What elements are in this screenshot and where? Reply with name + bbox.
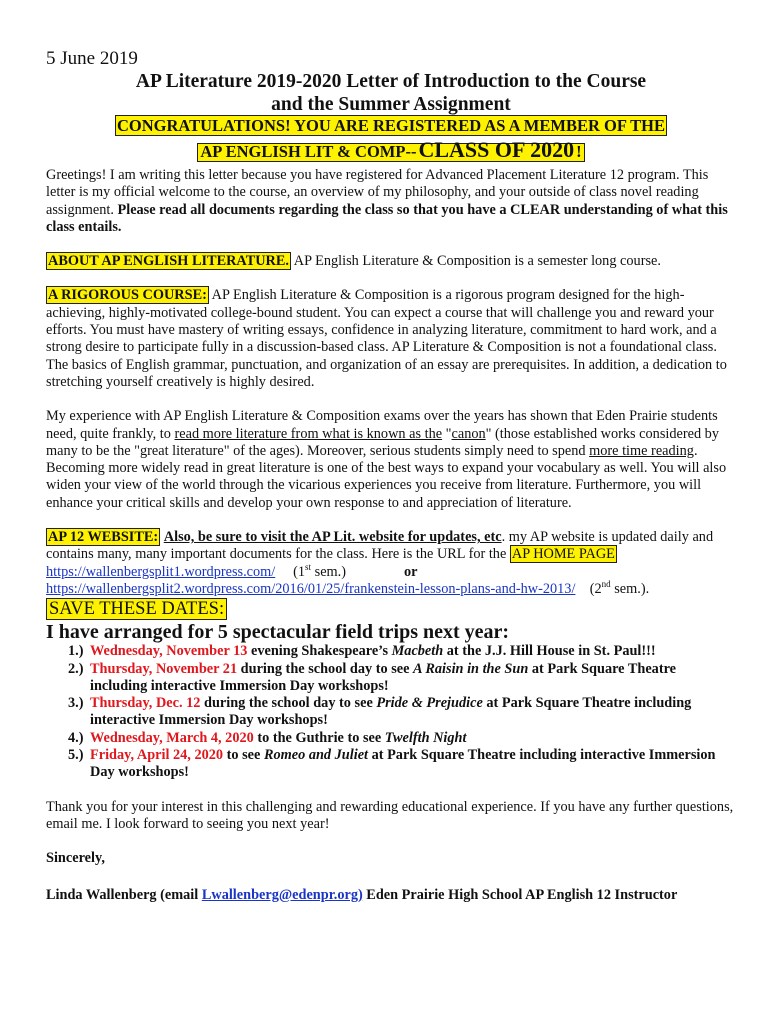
save-dates-label: SAVE THESE DATES:	[46, 598, 227, 620]
sem1-prefix: (1	[275, 563, 306, 580]
field-trip-item	[46, 643, 736, 660]
trip-number: 1.)	[68, 643, 84, 660]
sincerely-text: Sincerely,	[46, 850, 105, 867]
trip-venue: at the J.J. Hill House in St. Paul!!!	[443, 643, 656, 660]
experience-text-3: " (those established works considered by many to be the "great literature" of the ages). Moreover, serious students simply need to spend	[46, 425, 719, 459]
class-of-banner	[46, 139, 736, 164]
sem2-sup: nd	[601, 579, 611, 590]
experience-paragraph	[46, 408, 736, 512]
title-line-2: and the Summer Assignment	[271, 94, 511, 115]
more-time-reading-underlined: more time reading	[589, 442, 694, 459]
title-line-1: AP Literature 2019-2020 Letter of Introduction to the Course	[135, 71, 647, 92]
trip-number: 5.)	[68, 747, 84, 764]
closing-paragraph: Thank you for your interest in this challenging and rewarding educational experience. If you have any further questions, email me. I look forward to seeing you next year!	[46, 798, 734, 832]
or-text: or	[404, 563, 418, 580]
trip-venue: at Park Square Theatre including interactive Immersion Day workshops!	[90, 660, 677, 694]
ap-home-page-label: AP HOME PAGE	[511, 546, 615, 563]
trip-play-title: Romeo and Juliet	[263, 747, 369, 764]
greeting-text: Greetings! I am writing this letter because you have registered for Advanced Placement Literature 12 program. This letter is my official welcome to the course, an overview of my philosophy, and your outside of class novel reading assignment.	[46, 167, 709, 218]
field-trips-heading: I have arranged for 5 spectacular field trips next year:	[46, 621, 510, 644]
rigorous-label: A RIGOROUS COURSE:	[48, 287, 207, 304]
field-trip-item	[46, 730, 736, 747]
about-text: AP English Literature & Composition is a semester long course.	[291, 253, 661, 270]
signature-name: Linda Wallenberg (email	[46, 886, 202, 903]
field-trip-item	[46, 661, 736, 696]
banner-end: !	[576, 142, 582, 161]
rigorous-paragraph	[46, 287, 736, 391]
trip-number: 3.)	[68, 695, 84, 712]
signature-title: Eden Prairie High School AP English 12 Instructor	[362, 886, 678, 903]
rigorous-text: AP English Literature & Composition is a rigorous program designed for the high-achieving, highly-motivated college-bound student. You can expect a course that will challenge you and reward your efforts. You must have mastery of writing essays, confidence in analyzing literature, commitment to hard work, and a strong desire to participate fully in a discussion-based class. AP Literature & Composition is not a foundational class. The basics of English grammar, punctuation, and organization of an essay are prerequisites. In addition, a dedication to stretching yourself creatively is highly desired.	[46, 287, 727, 390]
canon-underlined: canon	[451, 425, 486, 442]
trip-text: to the Guthrie to see	[253, 729, 385, 746]
trip-play-title: Pride & Prejudice	[376, 695, 483, 712]
trip-number: 2.)	[68, 660, 84, 677]
trip-venue: at Park Square Theatre including interactive Immersion Day workshops!	[90, 695, 692, 729]
trip-text: to see	[223, 747, 264, 764]
field-trip-item	[46, 747, 736, 782]
experience-text-2: "	[442, 425, 452, 442]
semester-1-link[interactable]: https://wallenbergsplit1.wordpress.com/	[46, 563, 276, 580]
trip-date: Thursday, November 21	[90, 660, 238, 677]
greeting-paragraph	[46, 167, 736, 236]
letter-page	[46, 48, 736, 904]
sem2-prefix: (2	[575, 580, 602, 597]
field-trip-item	[46, 695, 736, 730]
congratulations-banner	[46, 116, 736, 136]
read-more-underlined: read more literature from what is known as the	[174, 425, 443, 442]
trip-play-title: Twelfth Night	[384, 729, 467, 746]
website-bold-note: Also, be sure to visit the AP Lit. website for updates, etc	[163, 529, 502, 546]
trip-play-title: A Raisin in the Sun	[413, 660, 529, 677]
trip-text: during the school day to see	[200, 695, 377, 712]
trip-number: 4.)	[68, 729, 84, 746]
trip-date: Wednesday, March 4, 2020	[90, 729, 254, 746]
letter-date: 5 June 2019	[46, 48, 138, 69]
trip-play-title: Macbeth	[391, 643, 444, 660]
website-text: . my AP website is updated daily and contains many, many important documents for the class. Here is the URL for the	[46, 529, 714, 563]
trip-date: Friday, April 24, 2020	[90, 747, 224, 764]
experience-text-1: My experience with AP English Literature & Composition exams over the years has shown that Eden Prairie students need, quite frankly, to	[46, 408, 718, 442]
sem1-suffix: sem.)	[311, 563, 347, 580]
semester-2-link[interactable]: https://wallenbergsplit2.wordpress.com/2016/01/25/frankenstein-lesson-plans-and-hw-2013/	[46, 580, 576, 597]
sem1-sup: st	[305, 561, 312, 572]
trip-date: Wednesday, November 13	[90, 643, 248, 660]
about-label: ABOUT AP ENGLISH LITERATURE.	[48, 253, 289, 270]
banner-small-text: AP ENGLISH LIT & COMP--	[200, 142, 417, 161]
banner-big-text: CLASS OF 2020	[418, 137, 575, 162]
experience-text-4: . Becoming more widely read in great literature is one of the best ways to expand your vocabulary as well. You will also widen your view of the world through the vicarious experiences you receive from literature. Furthermore, you will enhance your critical skills and develop your own response to and appreciation of literature.	[46, 442, 727, 511]
website-label: AP 12 WEBSITE:	[48, 529, 159, 546]
banner-line-2	[197, 137, 584, 162]
greeting-bold: Please read all documents regarding the class so that you have a CLEAR understanding of what this class entails.	[46, 201, 728, 235]
website-paragraph	[46, 529, 736, 598]
sem2-suffix: sem.).	[610, 580, 650, 597]
trip-venue: at Park Square Theatre including interactive Immersion Day workshops!	[90, 747, 716, 781]
field-trip-list	[46, 643, 736, 781]
about-paragraph	[46, 253, 736, 270]
trip-date: Thursday, Dec. 12	[90, 695, 201, 712]
save-dates-heading	[46, 599, 736, 619]
trip-text: during the school day to see	[237, 660, 414, 677]
signature-line	[46, 887, 736, 904]
banner-line-1: CONGRATULATIONS! YOU ARE REGISTERED AS A MEMBER OF THE	[117, 116, 665, 135]
trip-text: evening Shakespeare’s	[247, 643, 392, 660]
email-link[interactable]: Lwallenberg@edenpr.org)	[201, 886, 363, 903]
